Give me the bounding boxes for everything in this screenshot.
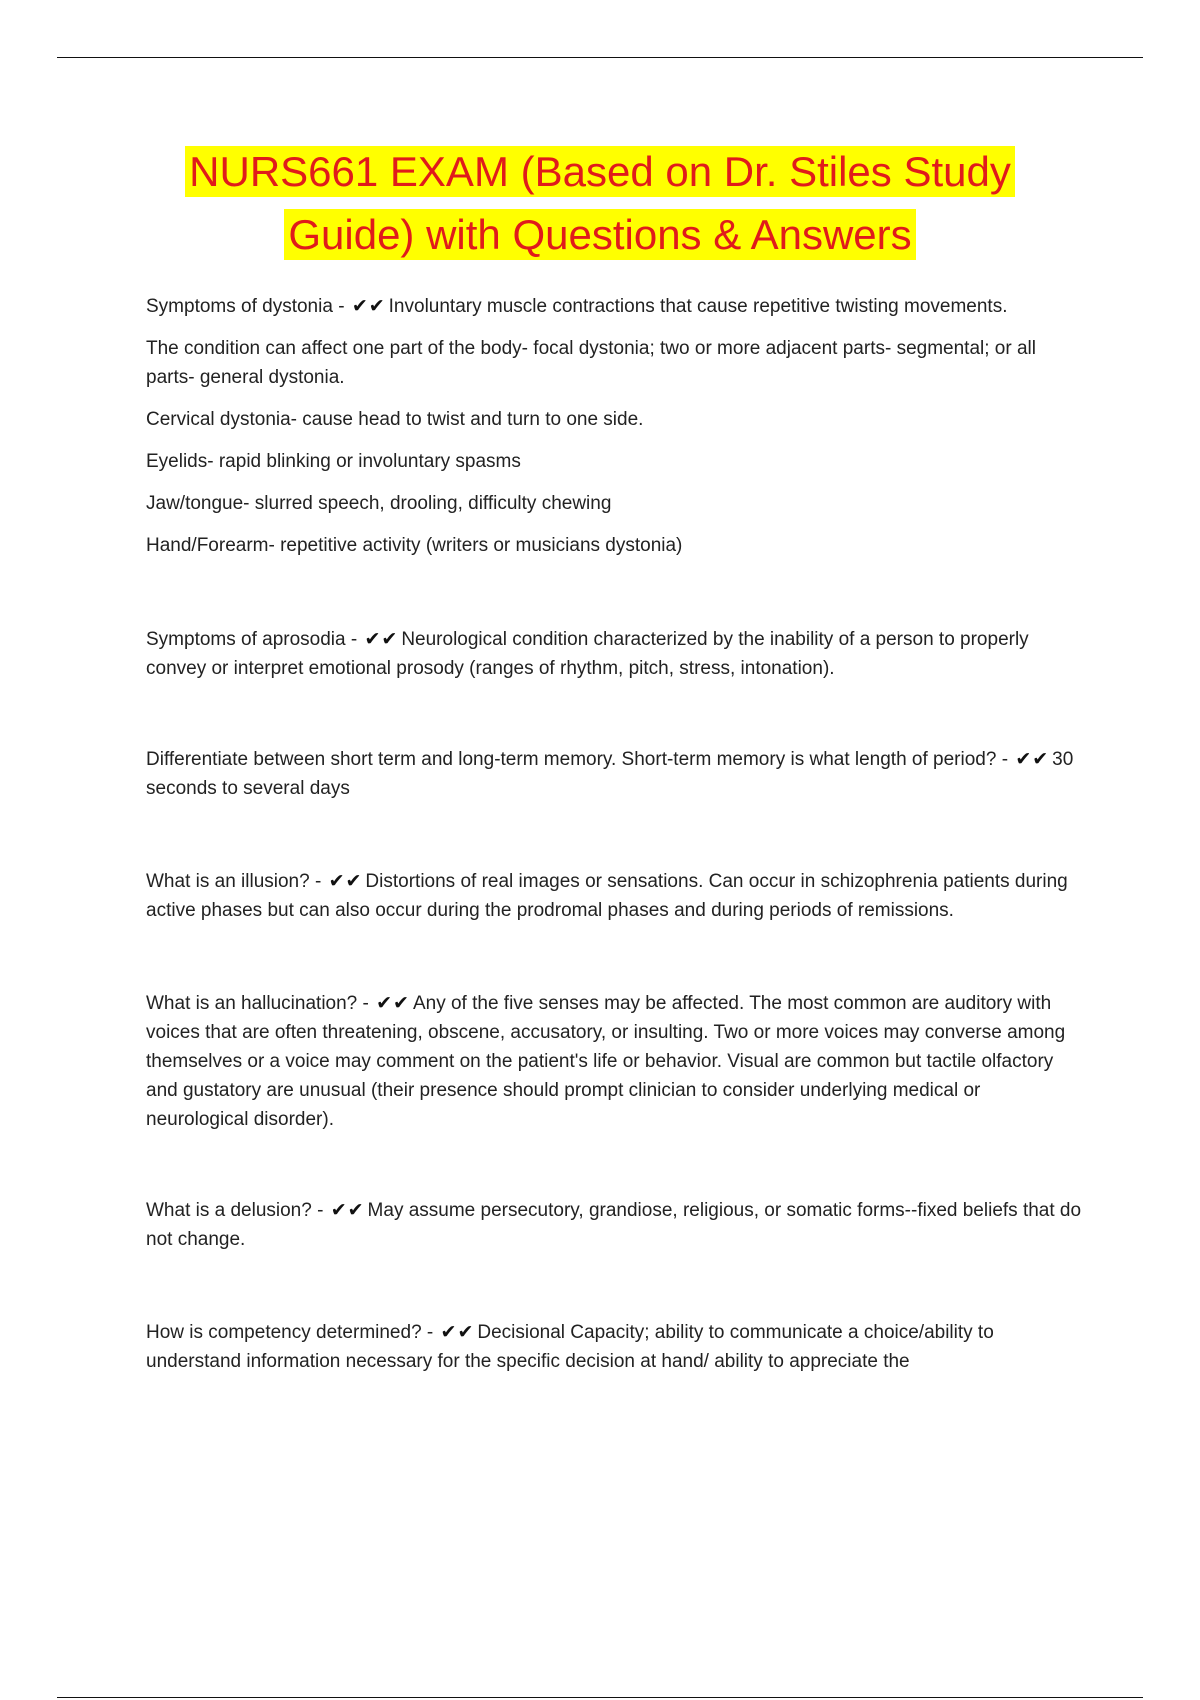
double-check-icon: ✔✔	[364, 628, 399, 650]
question-text: What is an illusion? -	[146, 871, 322, 892]
qa-item	[146, 1318, 1086, 1376]
double-check-icon: ✔✔	[351, 295, 386, 317]
top-rule	[57, 57, 1143, 58]
document-body	[146, 292, 1086, 1376]
qa-item	[146, 989, 1086, 1134]
double-check-icon: ✔✔	[440, 1321, 475, 1343]
qa-item	[146, 1196, 1086, 1254]
answer-detail: Hand/Forearm- repetitive activity (writers or musicians dystonia)	[146, 535, 683, 556]
double-check-icon: ✔✔	[330, 1199, 365, 1221]
double-check-icon: ✔✔	[1015, 748, 1050, 770]
qa-item	[146, 625, 1086, 683]
question-text: How is competency determined? -	[146, 1322, 434, 1343]
answer-text: Decisional Capacity; ability to communicate a choice/ability to understand information necessary for the specific decision at hand/ ability to appreciate the	[146, 1322, 994, 1372]
double-check-icon: ✔✔	[376, 992, 410, 1014]
answer-text: Involuntary muscle contractions that cause repetitive twisting movements.	[388, 296, 1008, 317]
qa-item	[146, 867, 1086, 925]
qa-item	[146, 292, 1086, 321]
double-check-icon: ✔✔	[328, 870, 363, 892]
answer-detail: Cervical dystonia- cause head to twist and turn to one side.	[146, 409, 644, 430]
answer-detail: Jaw/tongue- slurred speech, drooling, difficulty chewing	[146, 493, 612, 514]
qa-item	[146, 745, 1086, 803]
title-line-1: NURS661 EXAM (Based on Dr. Stiles Study	[185, 146, 1015, 197]
answer-text: Distortions of real images or sensations. Can occur in schizophrenia patients during active phases but can also occur during the prodromal phases and during periods of remissions.	[146, 871, 1068, 921]
answer-text: 30 seconds to several days	[146, 749, 1074, 799]
answer-text: May assume persecutory, grandiose, religious, or somatic forms--fixed beliefs that do not change.	[146, 1200, 1082, 1250]
answer-text: Neurological condition characterized by the inability of a person to properly convey or interpret emotional prosody (ranges of rhythm, pitch, stress, intonation).	[146, 629, 1029, 679]
question-text: What is an hallucination? -	[146, 993, 369, 1014]
bottom-rule	[57, 1697, 1143, 1698]
question-text: Differentiate between short term and long-term memory. Short-term memory is what length of period? -	[146, 749, 1009, 770]
question-text: Symptoms of aprosodia -	[146, 629, 358, 650]
answer-detail: The condition can affect one part of the body- focal dystonia; two or more adjacent parts- segmental; or all parts- general dystonia.	[146, 338, 1036, 388]
title-line-2: Guide) with Questions & Answers	[284, 209, 915, 260]
page-title	[100, 140, 1100, 266]
question-text: What is a delusion? -	[146, 1200, 324, 1221]
answer-text: Any of the five senses may be affected. The most common are auditory with voices that are often threatening, obscene, accusatory, or insulting. Two or more voices may converse among themselves or a voice may comment on the patient's life or behavior. Visual are common but tactile olfactory and gustatory are unusual (their presence should prompt clinician to consider underlying medical or neurological disorder).	[146, 993, 1066, 1130]
question-text: Symptoms of dystonia -	[146, 296, 345, 317]
answer-detail: Eyelids- rapid blinking or involuntary spasms	[146, 451, 521, 472]
